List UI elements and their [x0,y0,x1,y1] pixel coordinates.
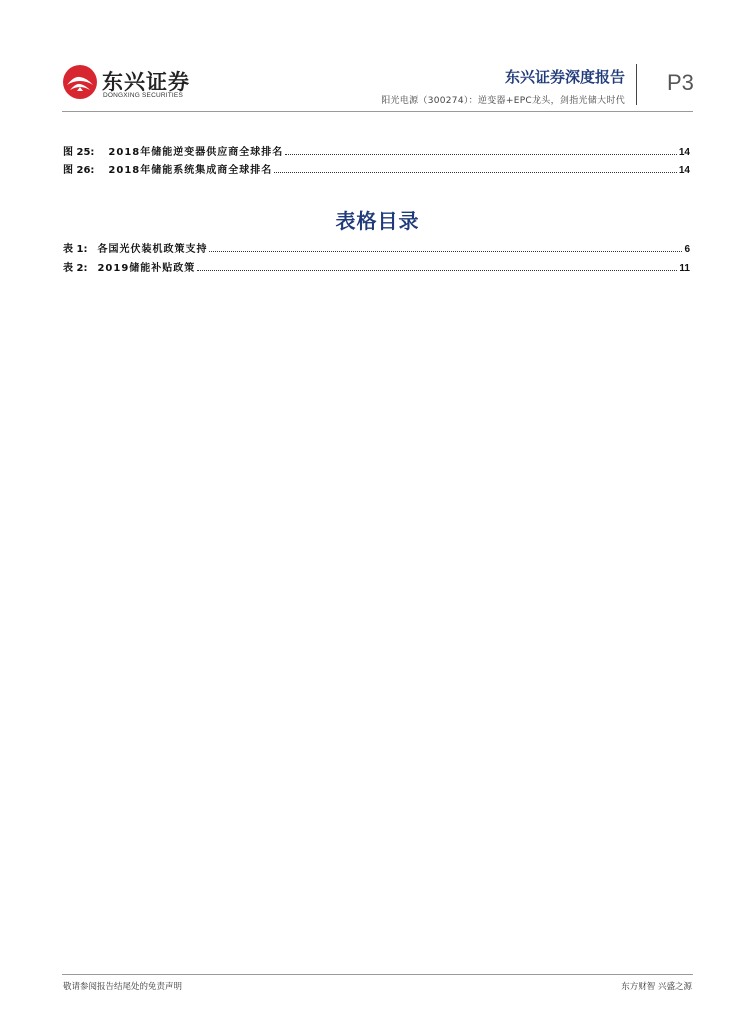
toc-entry-title: 2018年储能系统集成商全球排名 [108,165,273,176]
report-title: 东兴证券深度报告 [504,68,625,86]
toc-entry-page: 14 [678,147,690,158]
toc-entry-title: 2018年储能逆变器供应商全球排名 [108,147,284,158]
toc-entry-page: 6 [684,244,690,255]
toc-table-entry[interactable] [63,240,690,254]
toc-leader-dots [274,171,677,173]
toc-leader-dots [209,250,682,252]
toc-entry-label: 图 26: [63,165,95,176]
logo-chinese-name: 东兴证券 [102,70,190,94]
logo-english-name: DONGXING SECURITIES [103,92,184,99]
company-logo [62,64,192,104]
toc-leader-dots [285,153,677,155]
footer-slogan: 东方财智 兴盛之源 [621,982,692,992]
toc-entry-title: 2019储能补贴政策 [97,263,196,274]
toc-figure-entry[interactable] [63,143,690,157]
report-subtitle: 阳光电源（300274）：逆变器+EPC龙头，剑指光储大时代 [381,96,625,106]
footer-rule [62,974,693,975]
toc-entry-label: 表 2: [63,263,88,274]
page-number: P3 [667,70,694,95]
header-rule [62,111,693,112]
toc-entry-title: 各国光伏装机政策支持 [97,244,208,255]
toc-entry-label: 表 1: [63,244,88,255]
toc-entry-page: 11 [679,263,690,274]
toc-table-entry[interactable] [63,259,690,273]
table-list-heading: 表格目录 [335,209,420,233]
toc-entry-label: 图 25: [63,147,95,158]
toc-figure-entry[interactable] [63,161,690,175]
toc-leader-dots [197,269,677,271]
header-divider [636,64,637,105]
toc-entry-page: 14 [678,165,690,176]
logo-emblem-icon [62,64,98,100]
footer-disclaimer-note: 敬请参阅报告结尾处的免责声明 [63,982,183,992]
